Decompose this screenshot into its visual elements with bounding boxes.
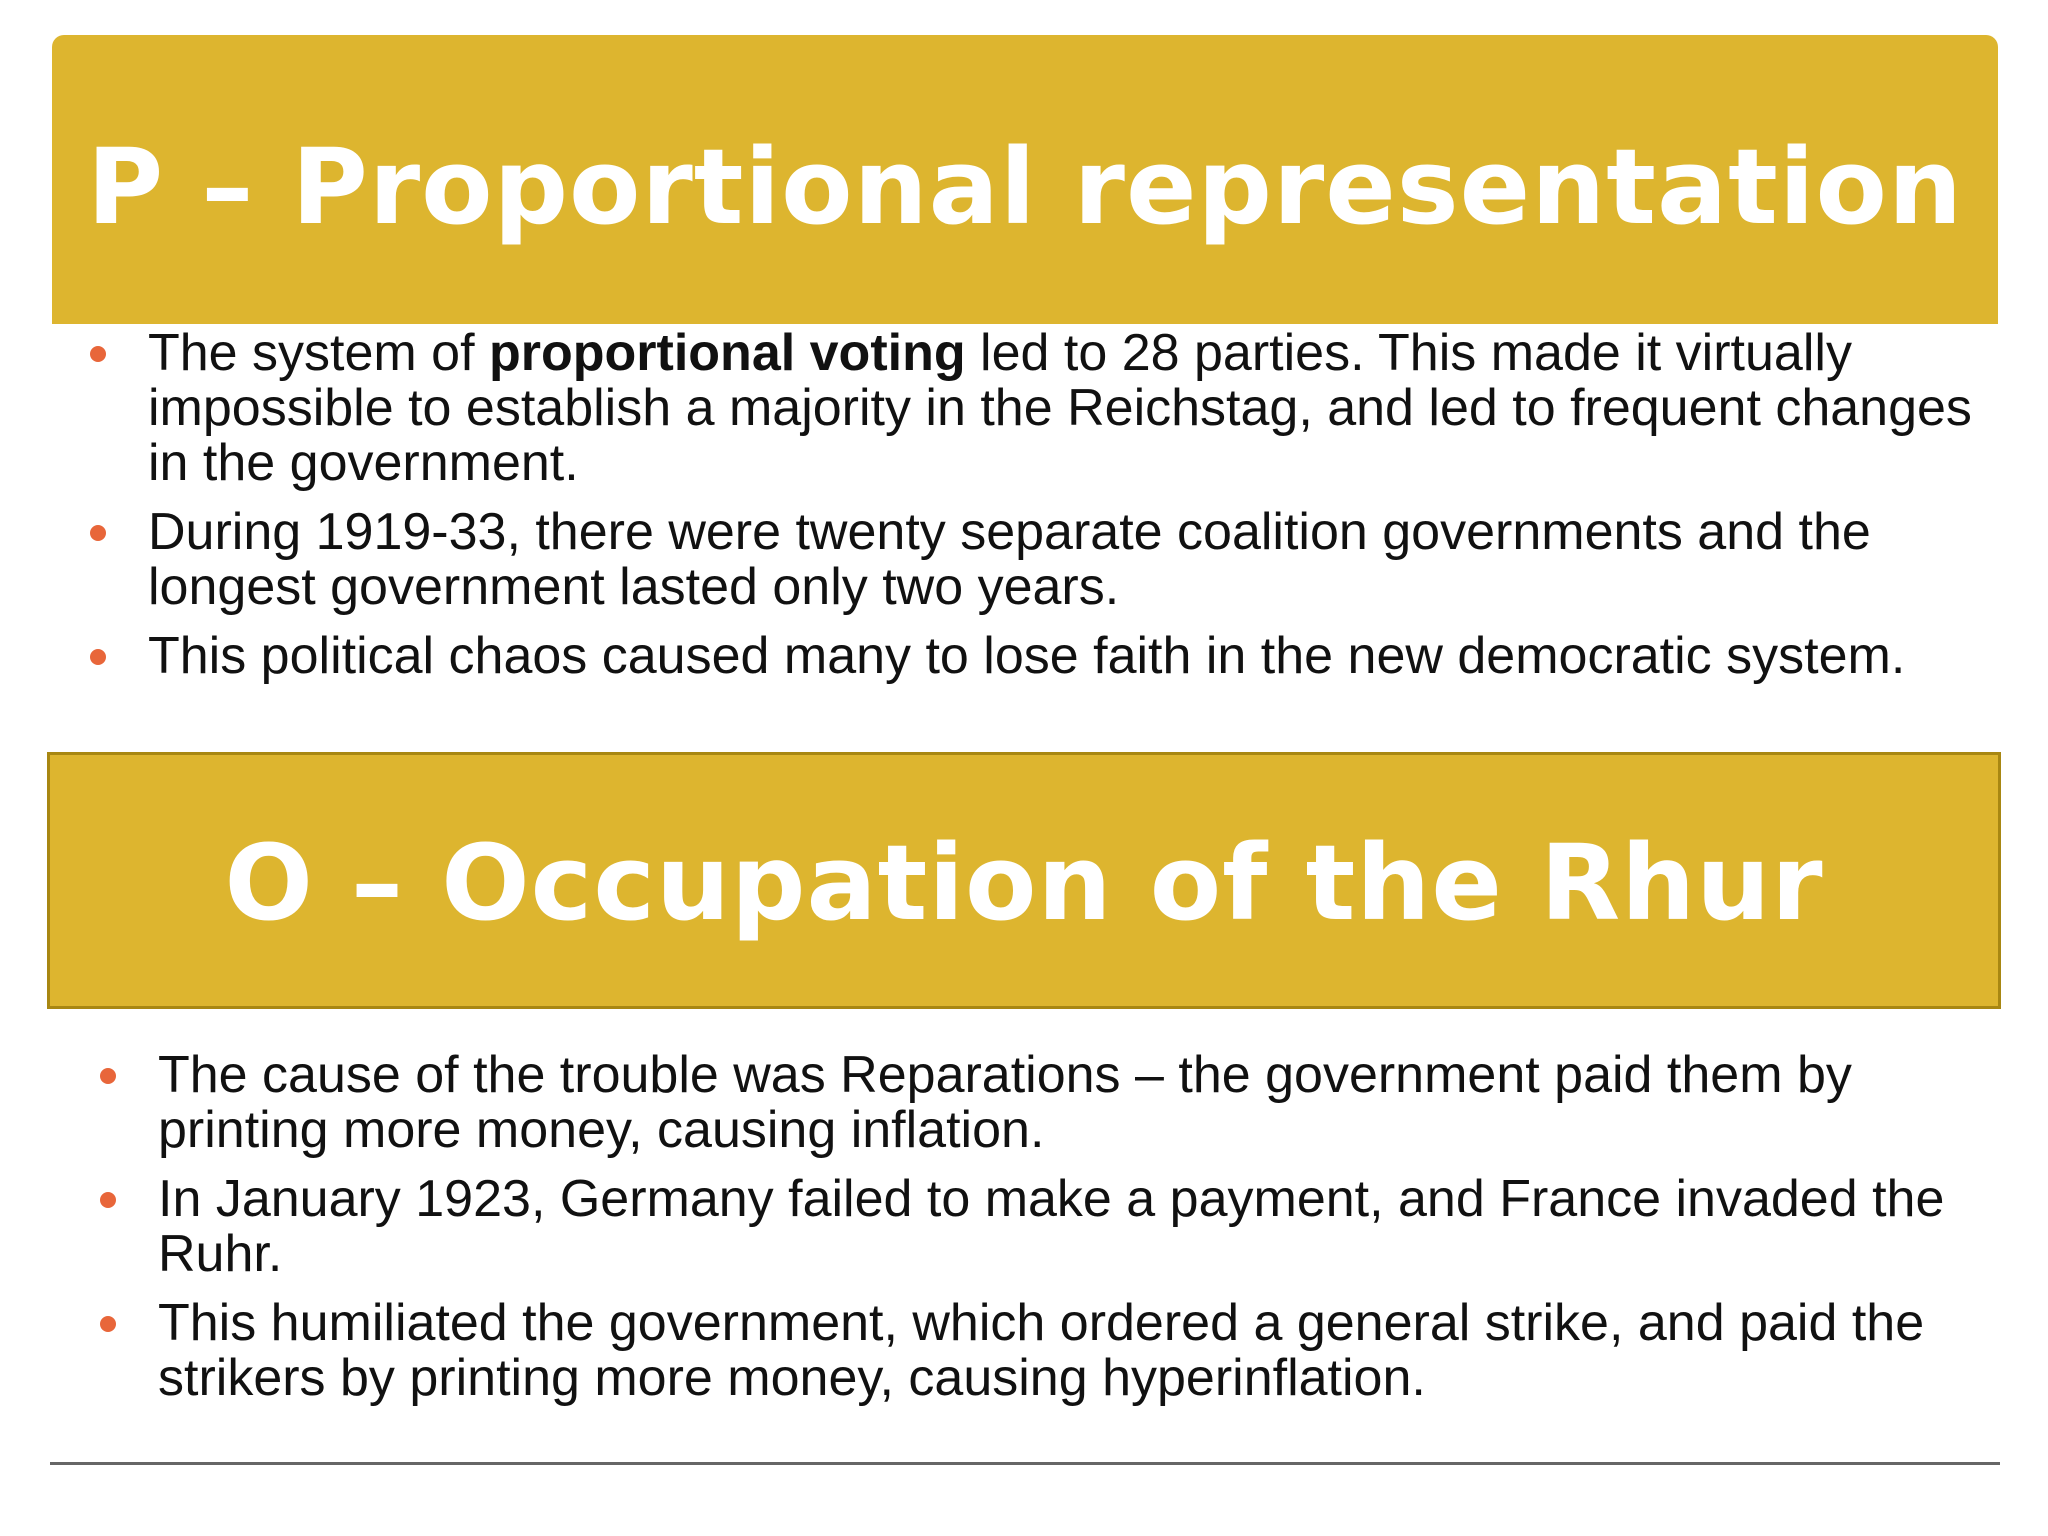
bullet-dot-icon — [100, 1316, 116, 1332]
section-banner-proportional — [52, 35, 1998, 324]
bullet-text-bold: proportional voting — [489, 324, 966, 382]
bullet-item — [100, 1296, 2000, 1406]
bullet-text-before: The system of — [148, 324, 489, 382]
bullet-item — [90, 629, 1990, 684]
bullet-text: This humiliated the government, which ordered a general strike, and paid the strikers by printing more money, causing hyperinflation. — [158, 1294, 1925, 1407]
bullet-item — [90, 505, 1990, 615]
bullet-text: This political chaos caused many to lose faith in the new democratic system. — [148, 627, 1906, 685]
footer-divider — [50, 1462, 2000, 1465]
bullet-item — [100, 1172, 2000, 1282]
bullet-dot-icon — [90, 346, 106, 362]
bullet-list-proportional — [90, 326, 1990, 698]
section-title-occupation: O – Occupation of the Rhur — [224, 822, 1824, 944]
bullet-dot-icon — [90, 649, 106, 665]
bullet-dot-icon — [90, 525, 106, 541]
bullet-item — [100, 1048, 2000, 1158]
bullet-item — [90, 326, 1990, 491]
bullet-dot-icon — [100, 1068, 116, 1084]
section-title-proportional: P – Proportional representation — [87, 126, 1963, 248]
bullet-text: In January 1923, Germany failed to make a payment, and France invaded the Ruhr. — [158, 1170, 1945, 1283]
bullet-text: During 1919-33, there were twenty separate coalition governments and the longest government lasted only two years. — [148, 503, 1871, 616]
bullet-dot-icon — [100, 1192, 116, 1208]
bullet-text-after: led to 28 parties. This made it virtually impossible to establish a majority in the Reichstag, and led to frequent changes in the government. — [148, 324, 1972, 492]
section-banner-occupation — [47, 752, 2001, 1009]
bullet-text: The cause of the trouble was Reparations – the government paid them by printing more money, causing inflation. — [158, 1046, 1852, 1159]
bullet-list-occupation — [100, 1048, 2000, 1420]
